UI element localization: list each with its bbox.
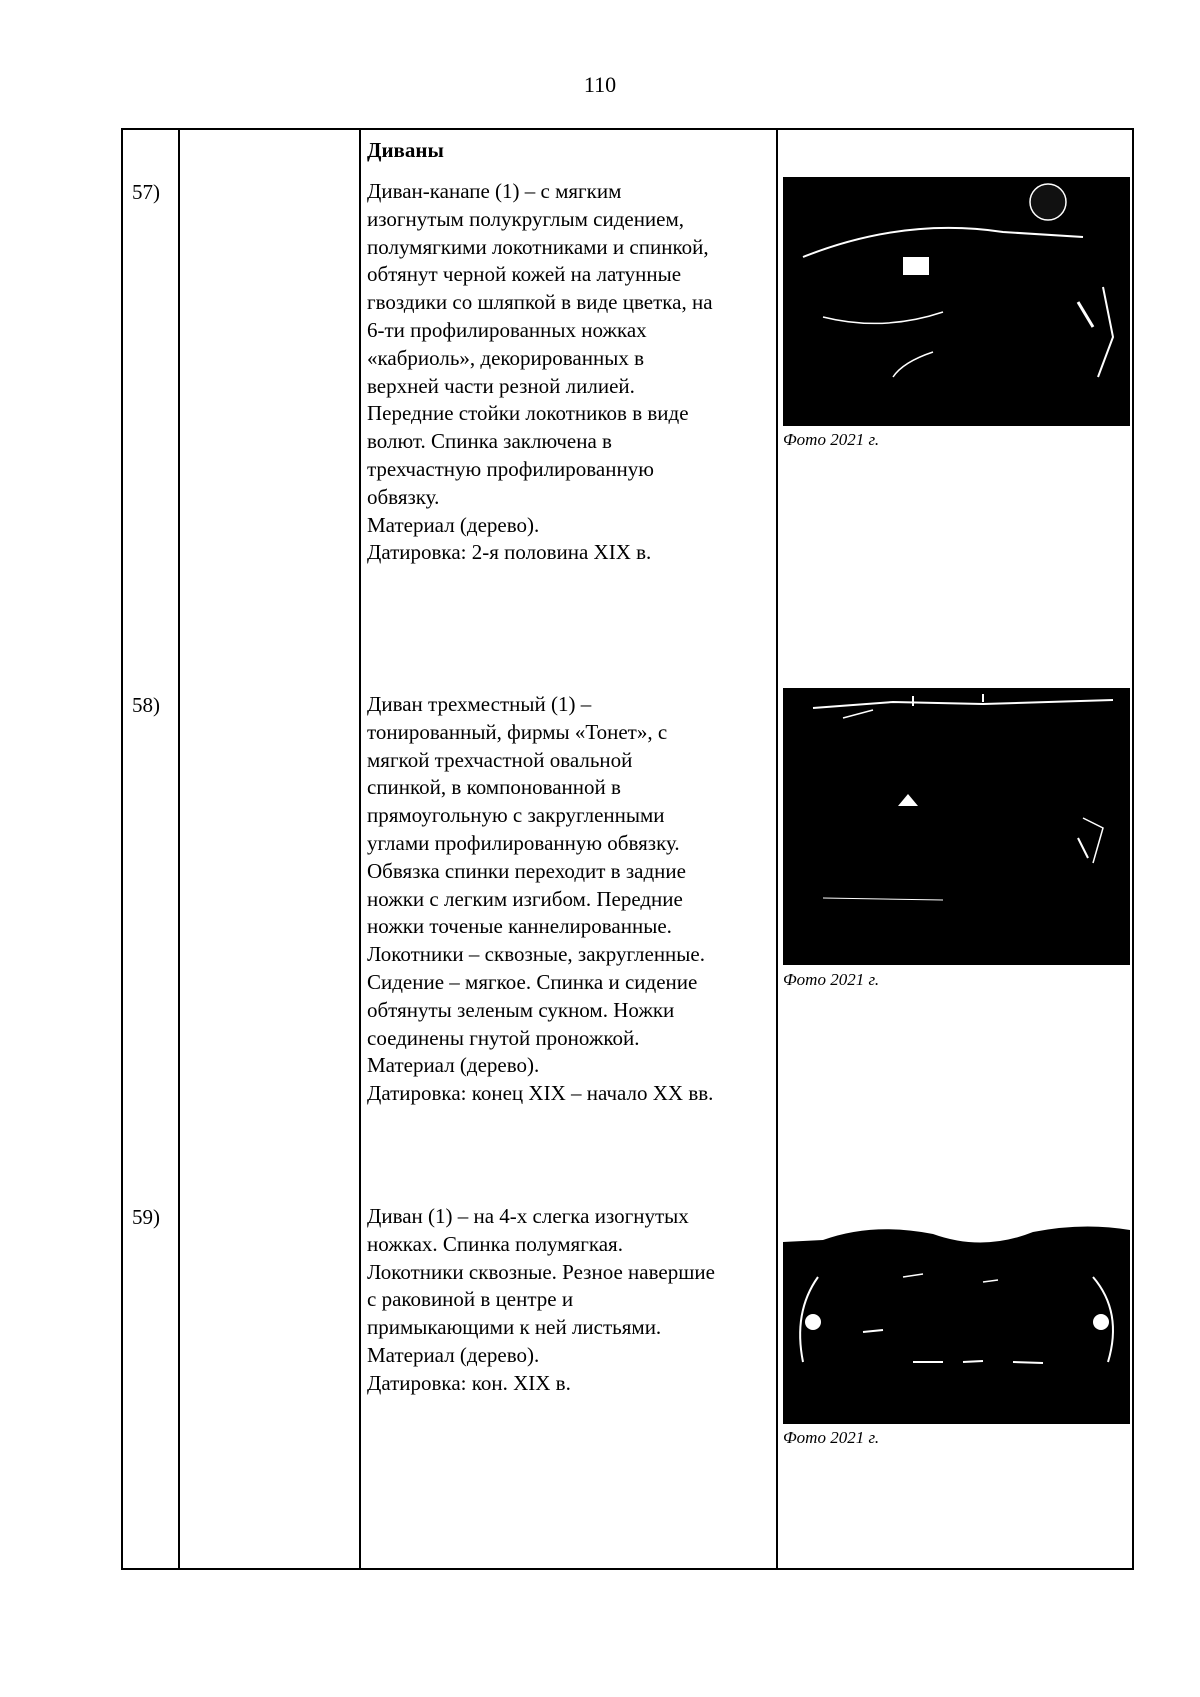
description-line: с раковиной в центре и (367, 1287, 574, 1312)
description-line: мягкой трехчастной овальной (367, 747, 633, 772)
photo-caption: Фото 2021 г. (783, 970, 880, 989)
sofa-photo-image (783, 177, 1130, 426)
description-line: «кабриоль», декорированных в (367, 345, 644, 370)
description-line: тонированный, фирмы «Тонет», с (367, 719, 668, 744)
page-number: 110 (583, 72, 617, 97)
item-photo (783, 688, 1130, 965)
description-line: Обвязка спинки переходит в задние (367, 858, 686, 883)
section-heading: Диваны (367, 138, 444, 162)
sofa-photo-image (783, 688, 1130, 965)
item-description (367, 691, 787, 1108)
description-line: Диван-канапе (1) – с мягким (367, 179, 622, 203)
description-line: Сидение – мягкое. Спинка и сидение (367, 969, 698, 994)
description-line: волют. Спинка заключена в (367, 429, 612, 454)
description-line: верхней части резной лилией. (367, 373, 635, 398)
description-line: Диван (1) – на 4-х слегка изогнутых (367, 1204, 689, 1228)
description-line: Передние стойки локотников в виде (367, 401, 689, 426)
description-line: трехчастную профилированную (367, 456, 654, 481)
description-line: Материал (дерево). (367, 1053, 540, 1078)
photo-caption: Фото 2021 г. (783, 430, 880, 449)
description-line: Материал (дерево). (367, 512, 540, 537)
description-line: Материал (дерево). (367, 1342, 540, 1367)
inventory-table (121, 128, 1134, 1570)
column-divider (359, 130, 361, 1568)
description-line: 6-ти профилированных ножках (367, 317, 647, 342)
description-line: ножки точеные каннелированные. (367, 914, 672, 939)
description-line: углами профилированную обвязку. (367, 830, 680, 855)
item-description (367, 178, 787, 567)
sofa-photo-image (783, 1222, 1130, 1424)
description-line: ножки с легким изгибом. Передние (367, 886, 683, 911)
description-line: примыкающими к ней листьями. (367, 1315, 662, 1340)
description-line: обтянуты зеленым сукном. Ножки (367, 997, 675, 1022)
description-line: обтянут черной кожей на латунные (367, 262, 682, 287)
item-description (367, 1203, 787, 1398)
item-photo (783, 1222, 1130, 1424)
description-line: спинкой, в компонованной в (367, 775, 621, 800)
description-line: Локотники сквозные. Резное навершие (367, 1259, 715, 1284)
description-line: гвоздики со шляпкой в виде цветка, на (367, 290, 713, 315)
description-line: Датировка: конец XIX – начало XX вв. (367, 1081, 714, 1106)
description-line: полумягкими локотниками и спинкой, (367, 234, 709, 259)
description-line: Локотники – сквозные, закругленные. (367, 942, 705, 967)
description-line: Датировка: 2-я половина XIX в. (367, 540, 652, 565)
photo-caption: Фото 2021 г. (783, 1428, 880, 1447)
description-line: ножках. Спинка полумягкая. (367, 1231, 623, 1256)
item-number: 59) (132, 1205, 160, 1229)
column-divider (178, 130, 180, 1568)
description-line: Диван трехместный (1) – (367, 692, 592, 716)
item-number: 58) (132, 693, 160, 717)
description-line: прямоугольную с закругленными (367, 803, 665, 828)
description-line: соединены гнутой проножкой. (367, 1025, 640, 1050)
description-line: изогнутым полукруглым сидением, (367, 206, 685, 231)
description-line: обвязку. (367, 484, 440, 509)
item-photo (783, 177, 1130, 426)
description-line: Датировка: кон. XIX в. (367, 1370, 571, 1395)
item-number: 57) (132, 180, 160, 204)
